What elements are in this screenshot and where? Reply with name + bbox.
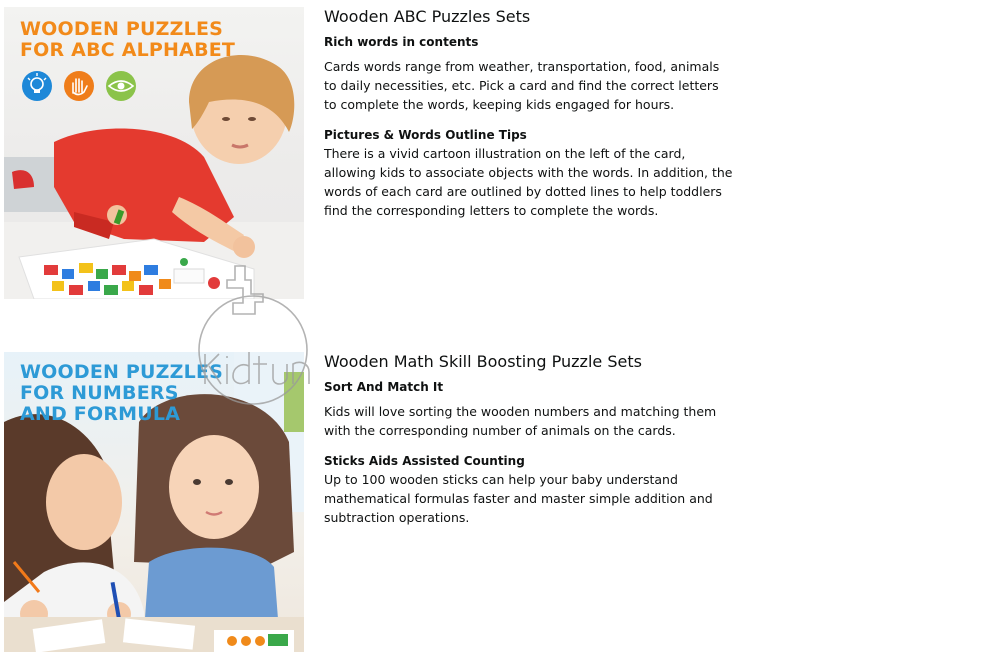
abc-section-2-heading: Pictures & Words Outline Tips bbox=[324, 128, 527, 142]
abc-feature-icons bbox=[21, 70, 141, 104]
math-section-2-body: Up to 100 wooden sticks can help your baby understand mathematical formulas faster and master simple addition and subtraction operations. bbox=[324, 472, 713, 525]
abc-image-headline bbox=[20, 19, 235, 61]
math-headline-line-2: FOR NUMBERS bbox=[20, 382, 179, 404]
hand-icon bbox=[64, 71, 94, 101]
abc-description bbox=[324, 7, 734, 232]
abc-headline-line-1: WOODEN PUZZLES bbox=[20, 18, 224, 40]
math-section-2-heading: Sticks Aids Assisted Counting bbox=[324, 454, 525, 468]
math-headline-line-1: WOODEN PUZZLES bbox=[20, 361, 224, 383]
math-image-headline bbox=[20, 362, 223, 425]
math-puzzle-module bbox=[0, 345, 989, 659]
abc-puzzle-photo bbox=[4, 7, 304, 299]
math-section-1-body: Kids will love sorting the wooden numbers and matching them with the corresponding number of animals on the cards. bbox=[324, 404, 717, 438]
abc-headline-line-2: FOR ABC ALPHABET bbox=[20, 39, 236, 61]
abc-title: Wooden ABC Puzzles Sets bbox=[324, 7, 531, 26]
abc-section-1-heading: Rich words in contents bbox=[324, 35, 479, 49]
math-puzzle-photo bbox=[4, 352, 304, 652]
math-section-1-heading: Sort And Match It bbox=[324, 380, 444, 394]
math-title: Wooden Math Skill Boosting Puzzle Sets bbox=[324, 352, 642, 371]
math-description bbox=[324, 352, 734, 539]
eye-icon bbox=[106, 71, 136, 101]
abc-section-2-body: There is a vivid cartoon illustration on the left of the card, allowing kids to associate objects with the words. In addition, the words of each card are outlined by dotted lines to help toddlers find the corresponding letters to complete the words. bbox=[324, 146, 733, 218]
abc-section-1-body: Cards words range from weather, transportation, food, animals to daily necessities, etc. Pick a card and find the correct letters to complete the words, keeping kids engaged for hours. bbox=[324, 59, 720, 112]
math-headline-line-3: AND FORMULA bbox=[20, 403, 181, 425]
lightbulb-icon bbox=[22, 71, 52, 101]
